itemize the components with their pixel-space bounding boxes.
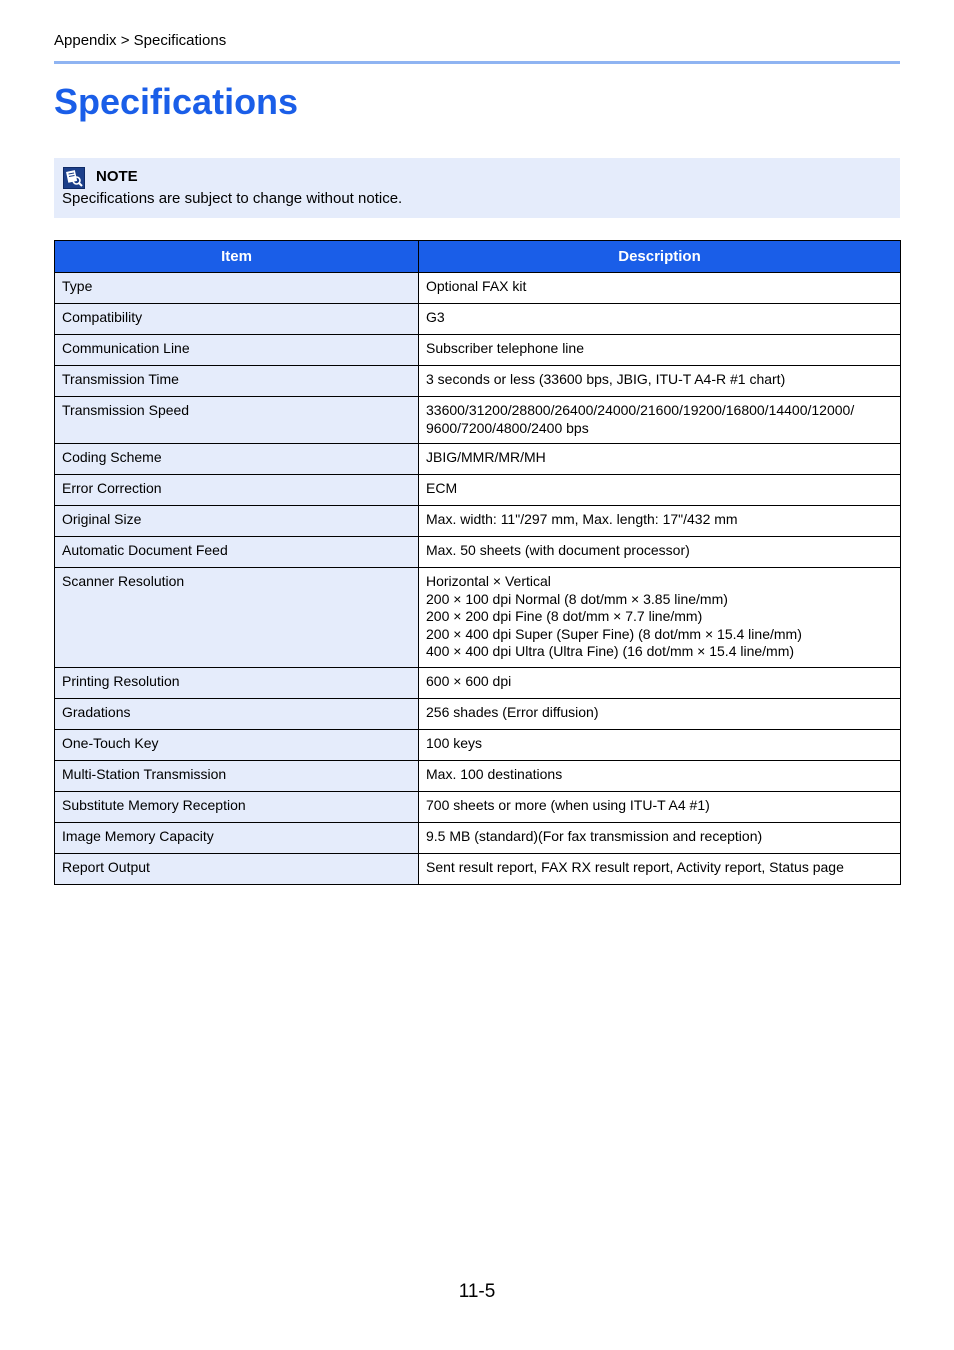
breadcrumb: Appendix > Specifications	[54, 32, 227, 49]
table-row	[55, 335, 901, 366]
description-line: Max. 50 sheets (with document processor)	[426, 542, 690, 558]
spec-description-cell	[419, 273, 901, 304]
description-line: Subscriber telephone line	[426, 340, 584, 356]
spec-description-cell	[419, 667, 901, 698]
table-row	[55, 667, 901, 698]
spec-description-cell	[419, 335, 901, 366]
description-line: 33600/31200/28800/26400/24000/21600/19200/16800/14400/12000/	[426, 402, 855, 418]
description-line: 100 keys	[426, 734, 483, 751]
table-row	[55, 537, 901, 568]
spec-item-cell: Original Size	[55, 506, 419, 537]
note-box	[54, 158, 900, 218]
description-line: Max. width: 11"/297 mm, Max. length: 17"/432 mm	[426, 511, 738, 527]
spec-item-cell: Error Correction	[55, 475, 419, 506]
spec-description-cell	[419, 397, 901, 444]
specifications-table	[54, 240, 901, 885]
description-line: 200 × 400 dpi Super (Super Fine) (8 dot/mm × 15.4 line/mm)	[426, 625, 802, 642]
spec-description-cell	[419, 760, 901, 791]
page-number: 11-5	[458, 1281, 496, 1302]
description-line: 700 sheets or more (when using ITU-T A4 #1)	[426, 796, 710, 813]
spec-description-cell	[419, 444, 901, 475]
table-row	[55, 698, 901, 729]
column-header-description: Description	[419, 241, 901, 273]
spec-item-cell: Coding Scheme	[55, 444, 419, 475]
table-row	[55, 397, 901, 444]
header-divider	[54, 61, 900, 64]
spec-item-cell: One-Touch Key	[55, 729, 419, 760]
table-row	[55, 568, 901, 668]
table-row	[55, 853, 901, 884]
description-line: 9.5 MB (standard)(For fax transmission and reception)	[426, 827, 763, 844]
description-line: 600 × 600 dpi	[426, 672, 512, 689]
spec-item-cell: Transmission Time	[55, 366, 419, 397]
spec-description-cell	[419, 568, 901, 668]
table-row	[55, 760, 901, 791]
spec-description-cell	[419, 698, 901, 729]
description-line: 3 seconds or less (33600 bps, JBIG, ITU-T A4-R #1 chart)	[426, 371, 786, 387]
table-row	[55, 729, 901, 760]
spec-description-cell	[419, 366, 901, 397]
spec-item-cell: Communication Line	[55, 335, 419, 366]
table-row	[55, 444, 901, 475]
spec-item-cell: Gradations	[55, 698, 419, 729]
table-row	[55, 273, 901, 304]
spec-item-cell: Automatic Document Feed	[55, 537, 419, 568]
note-icon	[63, 167, 85, 189]
description-line: Horizontal × Vertical	[426, 573, 551, 589]
spec-description-cell	[419, 506, 901, 537]
table-row	[55, 791, 901, 822]
table-row	[55, 304, 901, 335]
table-header-row	[55, 241, 901, 273]
spec-description-cell	[419, 304, 901, 335]
table-row	[55, 822, 901, 853]
spec-description-cell	[419, 537, 901, 568]
description-line: 256 shades (Error diffusion)	[426, 703, 599, 720]
table-row	[55, 506, 901, 537]
page-title: Specifications	[54, 81, 299, 122]
spec-item-cell: Substitute Memory Reception	[55, 791, 419, 822]
table-row	[55, 475, 901, 506]
description-line: Optional FAX kit	[426, 278, 527, 294]
spec-description-cell	[419, 822, 901, 853]
spec-description-cell	[419, 853, 901, 884]
spec-description-cell	[419, 791, 901, 822]
column-header-item: Item	[55, 241, 419, 273]
spec-description-cell	[419, 475, 901, 506]
note-label: NOTE	[96, 168, 138, 185]
spec-item-cell: Image Memory Capacity	[55, 822, 419, 853]
spec-item-cell: Scanner Resolution	[55, 568, 419, 668]
table-row	[55, 366, 901, 397]
description-line: 400 × 400 dpi Ultra (Ultra Fine) (16 dot/mm × 15.4 line/mm)	[426, 643, 795, 659]
spec-item-cell: Compatibility	[55, 304, 419, 335]
spec-item-cell: Multi-Station Transmission	[55, 760, 419, 791]
table-body	[55, 273, 901, 885]
description-line: G3	[426, 309, 445, 325]
description-line: 200 × 200 dpi Fine (8 dot/mm × 7.7 line/mm)	[426, 608, 703, 624]
spec-description-cell	[419, 729, 901, 760]
spec-item-cell: Transmission Speed	[55, 397, 419, 444]
spec-item-cell: Report Output	[55, 853, 419, 884]
description-line: 9600/7200/4800/2400 bps	[426, 419, 589, 436]
description-line: 200 × 100 dpi Normal (8 dot/mm × 3.85 line/mm)	[426, 590, 728, 607]
description-line: ECM	[426, 480, 458, 496]
description-line: JBIG/MMR/MR/MH	[426, 449, 546, 465]
spec-item-cell: Type	[55, 273, 419, 304]
spec-item-cell: Printing Resolution	[55, 667, 419, 698]
description-line: Sent result report, FAX RX result report, Activity report, Status page	[426, 858, 844, 875]
description-line: Max. 100 destinations	[426, 765, 563, 782]
note-text: Specifications are subject to change without notice.	[62, 190, 403, 207]
